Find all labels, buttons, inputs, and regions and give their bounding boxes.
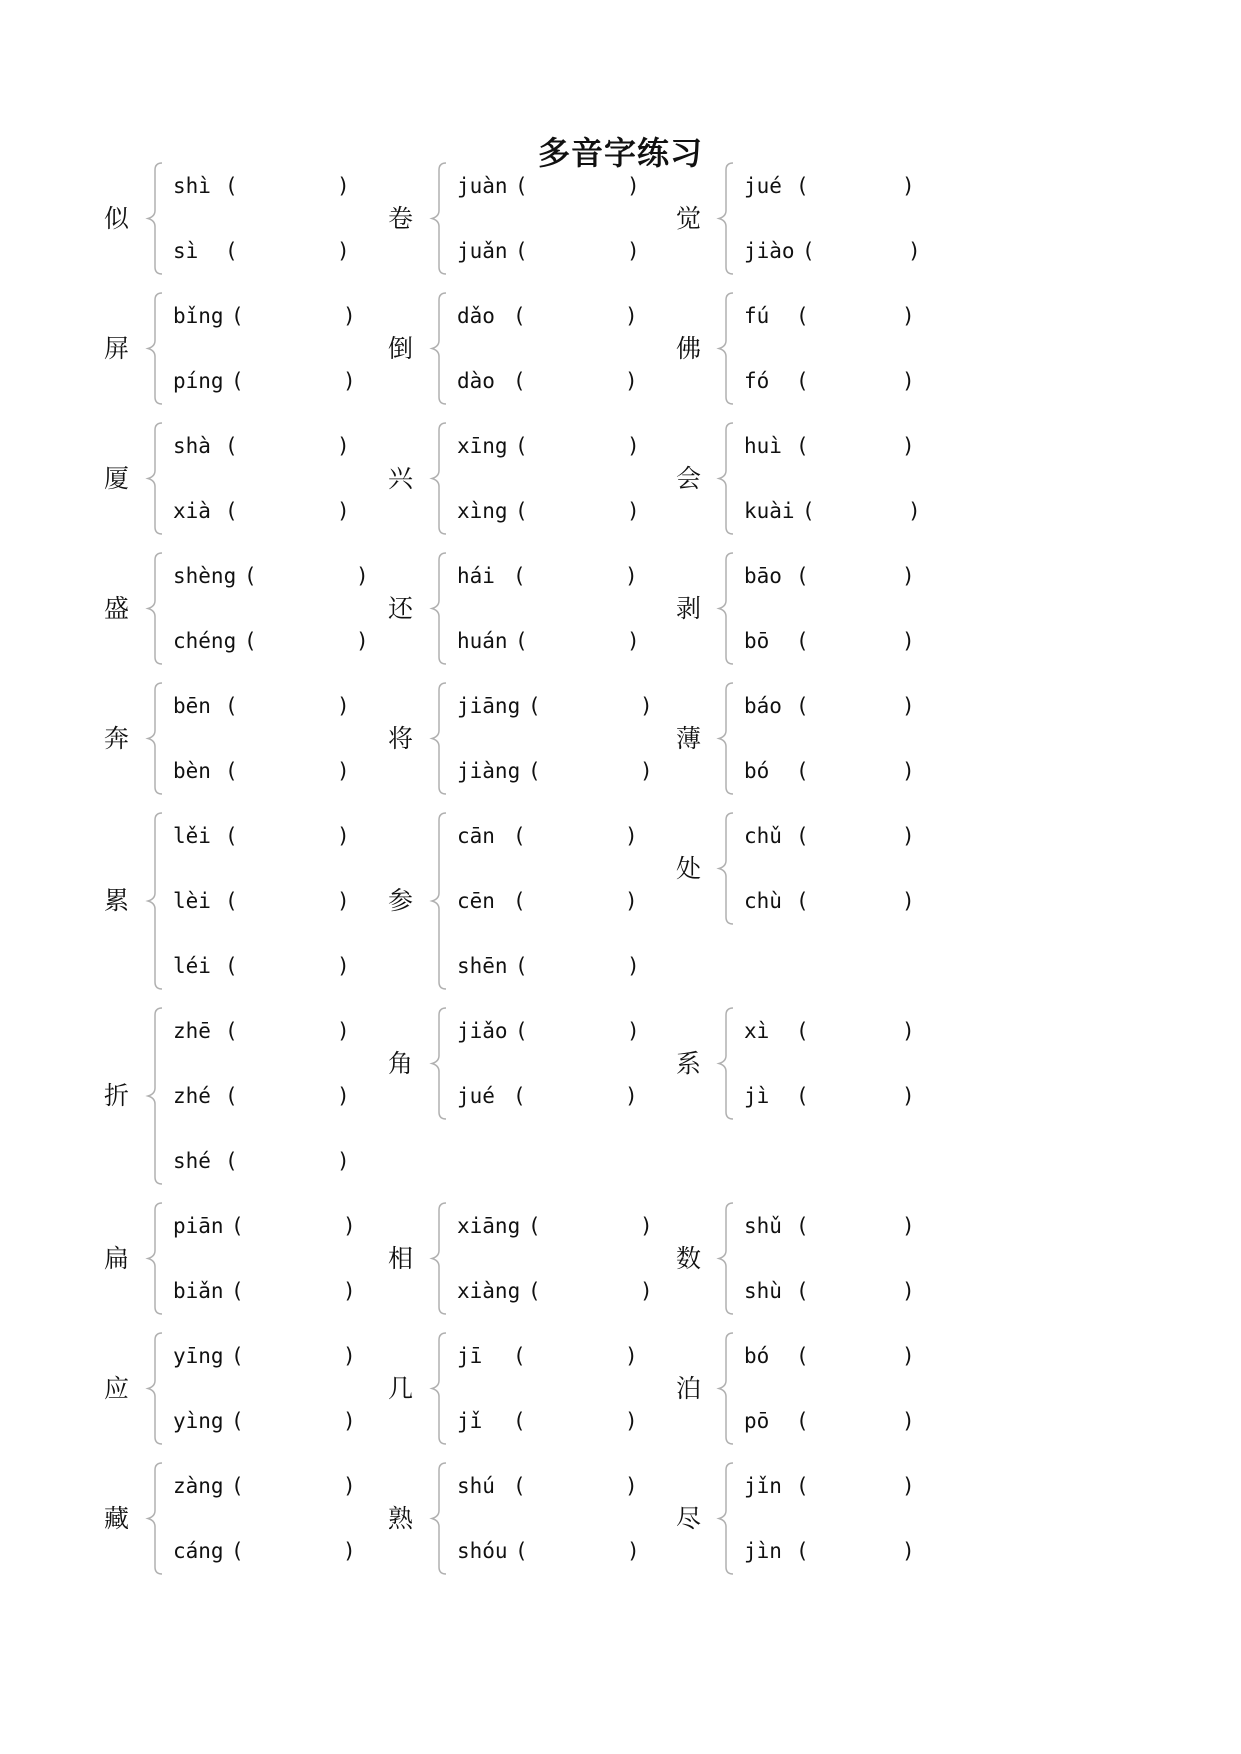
answer-blank-close-paren: ) [337, 694, 350, 718]
brace-icon [146, 682, 166, 795]
answer-blank-close-paren: ) [627, 629, 640, 653]
pinyin-reading: biǎn [173, 1279, 224, 1303]
answer-blank-close-paren: ) [902, 629, 915, 653]
polyphone-character: 屏 [104, 333, 130, 363]
answer-blank-open-paren[interactable]: ( [513, 1084, 526, 1108]
answer-blank-close-paren: ) [902, 434, 915, 458]
answer-blank-open-paren[interactable]: ( [796, 174, 809, 198]
pinyin-reading: jī [457, 1344, 483, 1368]
pinyin-reading: bèn [173, 759, 211, 783]
pinyin-reading: shóu [457, 1539, 508, 1563]
pinyin-reading: jǐn [744, 1474, 782, 1498]
polyphone-character: 几 [388, 1373, 414, 1403]
pinyin-reading: juǎn [457, 239, 508, 263]
answer-blank-close-paren: ) [337, 824, 350, 848]
answer-blank-open-paren[interactable]: ( [225, 889, 238, 913]
answer-blank-open-paren[interactable]: ( [513, 369, 526, 393]
brace-icon [430, 552, 450, 665]
answer-blank-open-paren[interactable]: ( [796, 694, 809, 718]
pinyin-reading: lèi [173, 889, 211, 913]
pinyin-reading: chù [744, 889, 782, 913]
pinyin-reading: dǎo [457, 304, 495, 328]
brace-icon [146, 552, 166, 665]
answer-blank-open-paren[interactable]: ( [796, 1279, 809, 1303]
brace-icon [430, 1202, 450, 1315]
polyphone-character: 泊 [676, 1373, 702, 1403]
answer-blank-close-paren: ) [902, 174, 915, 198]
answer-blank-close-paren: ) [627, 1539, 640, 1563]
brace-icon [146, 812, 166, 990]
pinyin-reading: báo [744, 694, 782, 718]
answer-blank-close-paren: ) [627, 174, 640, 198]
brace-icon [717, 1007, 737, 1120]
answer-blank-close-paren: ) [356, 629, 369, 653]
pinyin-reading: shà [173, 434, 211, 458]
brace-icon [717, 1462, 737, 1575]
answer-blank-open-paren[interactable]: ( [515, 434, 528, 458]
answer-blank-close-paren: ) [902, 889, 915, 913]
answer-blank-open-paren[interactable]: ( [225, 824, 238, 848]
pinyin-reading: jiāng [457, 694, 521, 718]
answer-blank-close-paren: ) [337, 889, 350, 913]
answer-blank-close-paren: ) [640, 1279, 653, 1303]
pinyin-reading: jiàng [457, 759, 521, 783]
brace-icon [717, 682, 737, 795]
answer-blank-open-paren[interactable]: ( [225, 694, 238, 718]
pinyin-reading: cān [457, 824, 495, 848]
polyphone-character: 处 [676, 853, 702, 883]
answer-blank-close-paren: ) [902, 759, 915, 783]
pinyin-reading: chǔ [744, 824, 782, 848]
answer-blank-open-paren[interactable]: ( [225, 1019, 238, 1043]
answer-blank-open-paren[interactable]: ( [231, 1279, 244, 1303]
pinyin-reading: jiào [744, 239, 795, 263]
answer-blank-close-paren: ) [625, 1084, 638, 1108]
pinyin-reading: zàng [173, 1474, 224, 1498]
answer-blank-open-paren[interactable]: ( [513, 1409, 526, 1433]
answer-blank-close-paren: ) [627, 499, 640, 523]
answer-blank-open-paren[interactable]: ( [515, 174, 528, 198]
pinyin-reading: jiǎo [457, 1019, 508, 1043]
answer-blank-close-paren: ) [343, 369, 356, 393]
pinyin-reading: bāo [744, 564, 782, 588]
brace-icon [146, 292, 166, 405]
pinyin-reading: fú [744, 304, 770, 328]
answer-blank-close-paren: ) [337, 499, 350, 523]
brace-icon [146, 422, 166, 535]
answer-blank-close-paren: ) [902, 1474, 915, 1498]
answer-blank-open-paren[interactable]: ( [513, 564, 526, 588]
polyphone-character: 藏 [104, 1503, 130, 1533]
pinyin-reading: huán [457, 629, 508, 653]
pinyin-reading: shǔ [744, 1214, 782, 1238]
brace-icon [430, 292, 450, 405]
pinyin-reading: yìng [173, 1409, 224, 1433]
polyphone-character: 倒 [388, 333, 414, 363]
answer-blank-close-paren: ) [902, 369, 915, 393]
answer-blank-open-paren[interactable]: ( [225, 499, 238, 523]
answer-blank-close-paren: ) [640, 759, 653, 783]
answer-blank-open-paren[interactable]: ( [796, 629, 809, 653]
answer-blank-open-paren[interactable]: ( [225, 434, 238, 458]
answer-blank-close-paren: ) [343, 1539, 356, 1563]
pinyin-reading: cēn [457, 889, 495, 913]
polyphone-character: 系 [676, 1048, 702, 1078]
pinyin-reading: shù [744, 1279, 782, 1303]
polyphone-character: 角 [388, 1048, 414, 1078]
polyphone-character: 卷 [388, 203, 414, 233]
polyphone-character: 奔 [104, 723, 130, 753]
answer-blank-close-paren: ) [902, 1409, 915, 1433]
answer-blank-close-paren: ) [343, 304, 356, 328]
brace-icon [717, 422, 737, 535]
brace-icon [430, 1007, 450, 1120]
answer-blank-close-paren: ) [625, 369, 638, 393]
answer-blank-open-paren[interactable]: ( [796, 1084, 809, 1108]
answer-blank-close-paren: ) [343, 1214, 356, 1238]
pinyin-reading: hái [457, 564, 495, 588]
answer-blank-open-paren[interactable]: ( [244, 564, 257, 588]
polyphone-character: 将 [388, 723, 414, 753]
brace-icon [717, 552, 737, 665]
answer-blank-open-paren[interactable]: ( [513, 1344, 526, 1368]
polyphone-character: 盛 [104, 593, 130, 623]
answer-blank-close-paren: ) [902, 1539, 915, 1563]
answer-blank-open-paren[interactable]: ( [515, 239, 528, 263]
answer-blank-close-paren: ) [902, 1084, 915, 1108]
answer-blank-open-paren[interactable]: ( [225, 174, 238, 198]
pinyin-reading: pō [744, 1409, 770, 1433]
brace-icon [146, 1007, 166, 1185]
answer-blank-close-paren: ) [625, 1344, 638, 1368]
pinyin-reading: jué [744, 174, 782, 198]
pinyin-reading: jǐ [457, 1409, 483, 1433]
pinyin-reading: jué [457, 1084, 495, 1108]
answer-blank-close-paren: ) [902, 694, 915, 718]
answer-blank-close-paren: ) [343, 1344, 356, 1368]
pinyin-reading: kuài [744, 499, 795, 523]
answer-blank-open-paren[interactable]: ( [513, 304, 526, 328]
brace-icon [430, 422, 450, 535]
answer-blank-open-paren[interactable]: ( [231, 1539, 244, 1563]
answer-blank-open-paren[interactable]: ( [515, 1019, 528, 1043]
answer-blank-close-paren: ) [625, 304, 638, 328]
answer-blank-open-paren[interactable]: ( [225, 1149, 238, 1173]
answer-blank-close-paren: ) [902, 564, 915, 588]
answer-blank-open-paren[interactable]: ( [231, 304, 244, 328]
answer-blank-open-paren[interactable]: ( [225, 759, 238, 783]
answer-blank-open-paren[interactable]: ( [244, 629, 257, 653]
pinyin-reading: xià [173, 499, 211, 523]
answer-blank-open-paren[interactable]: ( [796, 369, 809, 393]
answer-blank-close-paren: ) [337, 239, 350, 263]
pinyin-reading: xiàng [457, 1279, 521, 1303]
answer-blank-open-paren[interactable]: ( [802, 239, 815, 263]
brace-icon [717, 1332, 737, 1445]
pinyin-reading: dào [457, 369, 495, 393]
polyphone-character: 熟 [388, 1503, 414, 1533]
pinyin-reading: zhē [173, 1019, 211, 1043]
answer-blank-open-paren[interactable]: ( [528, 759, 541, 783]
brace-icon [146, 1332, 166, 1445]
pinyin-reading: huì [744, 434, 782, 458]
polyphone-character: 尽 [676, 1503, 702, 1533]
answer-blank-close-paren: ) [640, 1214, 653, 1238]
pinyin-reading: fó [744, 369, 770, 393]
pinyin-reading: zhé [173, 1084, 211, 1108]
answer-blank-open-paren[interactable]: ( [528, 1214, 541, 1238]
polyphone-character: 应 [104, 1373, 130, 1403]
pinyin-reading: bēn [173, 694, 211, 718]
answer-blank-open-paren[interactable]: ( [802, 499, 815, 523]
answer-blank-open-paren[interactable]: ( [225, 239, 238, 263]
answer-blank-close-paren: ) [902, 1214, 915, 1238]
brace-icon [430, 682, 450, 795]
pinyin-reading: léi [173, 954, 211, 978]
answer-blank-open-paren[interactable]: ( [528, 694, 541, 718]
brace-icon [146, 1202, 166, 1315]
answer-blank-close-paren: ) [356, 564, 369, 588]
answer-blank-close-paren: ) [627, 1019, 640, 1043]
polyphone-character: 数 [676, 1243, 702, 1273]
answer-blank-close-paren: ) [343, 1279, 356, 1303]
pinyin-reading: xiāng [457, 1214, 521, 1238]
answer-blank-close-paren: ) [627, 434, 640, 458]
polyphone-character: 累 [104, 886, 130, 915]
polyphone-character: 薄 [676, 723, 702, 753]
polyphone-character: 还 [388, 593, 414, 623]
pinyin-reading: bō [744, 629, 770, 653]
pinyin-reading: bǐng [173, 304, 224, 328]
brace-icon [430, 1462, 450, 1575]
brace-icon [430, 812, 450, 990]
brace-icon [717, 812, 737, 925]
polyphone-character: 会 [676, 463, 702, 493]
answer-blank-close-paren: ) [902, 1344, 915, 1368]
answer-blank-open-paren[interactable]: ( [231, 369, 244, 393]
pinyin-reading: juàn [457, 174, 508, 198]
pinyin-reading: piān [173, 1214, 224, 1238]
polyphone-character: 参 [388, 886, 414, 915]
polyphone-character: 扁 [104, 1243, 130, 1273]
answer-blank-open-paren[interactable]: ( [796, 759, 809, 783]
brace-icon [717, 292, 737, 405]
brace-icon [717, 1202, 737, 1315]
answer-blank-close-paren: ) [627, 239, 640, 263]
answer-blank-open-paren[interactable]: ( [528, 1279, 541, 1303]
polyphone-character: 似 [104, 203, 130, 233]
polyphone-character: 兴 [388, 463, 414, 493]
answer-blank-close-paren: ) [902, 1279, 915, 1303]
answer-blank-open-paren[interactable]: ( [231, 1474, 244, 1498]
answer-blank-open-paren[interactable]: ( [796, 1019, 809, 1043]
answer-blank-open-paren[interactable]: ( [515, 1539, 528, 1563]
answer-blank-open-paren[interactable]: ( [796, 1409, 809, 1433]
pinyin-reading: bó [744, 759, 770, 783]
answer-blank-close-paren: ) [343, 1474, 356, 1498]
answer-blank-open-paren[interactable]: ( [513, 889, 526, 913]
answer-blank-close-paren: ) [337, 1084, 350, 1108]
pinyin-reading: shēn [457, 954, 508, 978]
answer-blank-open-paren[interactable]: ( [796, 564, 809, 588]
answer-blank-open-paren[interactable]: ( [796, 1214, 809, 1238]
pinyin-reading: xìng [457, 499, 508, 523]
pinyin-reading: xì [744, 1019, 770, 1043]
polyphone-character: 折 [104, 1081, 130, 1110]
answer-blank-open-paren[interactable]: ( [796, 1539, 809, 1563]
polyphone-character: 厦 [104, 463, 130, 493]
answer-blank-open-paren[interactable]: ( [796, 1344, 809, 1368]
answer-blank-close-paren: ) [337, 1149, 350, 1173]
pinyin-reading: jì [744, 1084, 770, 1108]
brace-icon [717, 162, 737, 275]
answer-blank-close-paren: ) [902, 824, 915, 848]
answer-blank-close-paren: ) [337, 434, 350, 458]
answer-blank-open-paren[interactable]: ( [796, 434, 809, 458]
answer-blank-open-paren[interactable]: ( [231, 1214, 244, 1238]
answer-blank-open-paren[interactable]: ( [796, 824, 809, 848]
pinyin-reading: píng [173, 369, 224, 393]
answer-blank-close-paren: ) [337, 954, 350, 978]
answer-blank-close-paren: ) [908, 239, 921, 263]
pinyin-reading: jìn [744, 1539, 782, 1563]
brace-icon [146, 1462, 166, 1575]
answer-blank-open-paren[interactable]: ( [513, 1474, 526, 1498]
polyphone-character: 相 [388, 1243, 414, 1273]
pinyin-reading: bó [744, 1344, 770, 1368]
answer-blank-open-paren[interactable]: ( [515, 954, 528, 978]
answer-blank-open-paren[interactable]: ( [515, 629, 528, 653]
answer-blank-open-paren[interactable]: ( [225, 1084, 238, 1108]
answer-blank-open-paren[interactable]: ( [231, 1344, 244, 1368]
answer-blank-close-paren: ) [337, 174, 350, 198]
answer-blank-open-paren[interactable]: ( [796, 889, 809, 913]
pinyin-reading: sì [173, 239, 199, 263]
page-title: 多音字练习 [537, 134, 703, 172]
answer-blank-close-paren: ) [625, 1474, 638, 1498]
answer-blank-close-paren: ) [640, 694, 653, 718]
answer-blank-close-paren: ) [625, 564, 638, 588]
pinyin-reading: shì [173, 174, 211, 198]
answer-blank-close-paren: ) [343, 1409, 356, 1433]
polyphone-character: 剥 [676, 593, 702, 623]
brace-icon [146, 162, 166, 275]
pinyin-reading: cáng [173, 1539, 224, 1563]
brace-icon [430, 1332, 450, 1445]
brace-icon [430, 162, 450, 275]
answer-blank-close-paren: ) [902, 304, 915, 328]
answer-blank-close-paren: ) [625, 824, 638, 848]
pinyin-reading: shú [457, 1474, 495, 1498]
answer-blank-close-paren: ) [625, 1409, 638, 1433]
answer-blank-close-paren: ) [625, 889, 638, 913]
polyphone-character: 觉 [676, 203, 702, 233]
answer-blank-open-paren[interactable]: ( [796, 1474, 809, 1498]
answer-blank-open-paren[interactable]: ( [515, 499, 528, 523]
answer-blank-open-paren[interactable]: ( [513, 824, 526, 848]
pinyin-reading: chéng [173, 629, 237, 653]
answer-blank-close-paren: ) [627, 954, 640, 978]
answer-blank-open-paren[interactable]: ( [231, 1409, 244, 1433]
answer-blank-close-paren: ) [337, 759, 350, 783]
polyphone-character: 佛 [676, 333, 702, 363]
pinyin-reading: shé [173, 1149, 211, 1173]
pinyin-reading: xīng [457, 434, 508, 458]
answer-blank-close-paren: ) [902, 1019, 915, 1043]
answer-blank-open-paren[interactable]: ( [225, 954, 238, 978]
answer-blank-close-paren: ) [337, 1019, 350, 1043]
answer-blank-open-paren[interactable]: ( [796, 304, 809, 328]
pinyin-reading: lěi [173, 824, 211, 848]
answer-blank-close-paren: ) [908, 499, 921, 523]
pinyin-reading: shèng [173, 564, 237, 588]
pinyin-reading: yīng [173, 1344, 224, 1368]
